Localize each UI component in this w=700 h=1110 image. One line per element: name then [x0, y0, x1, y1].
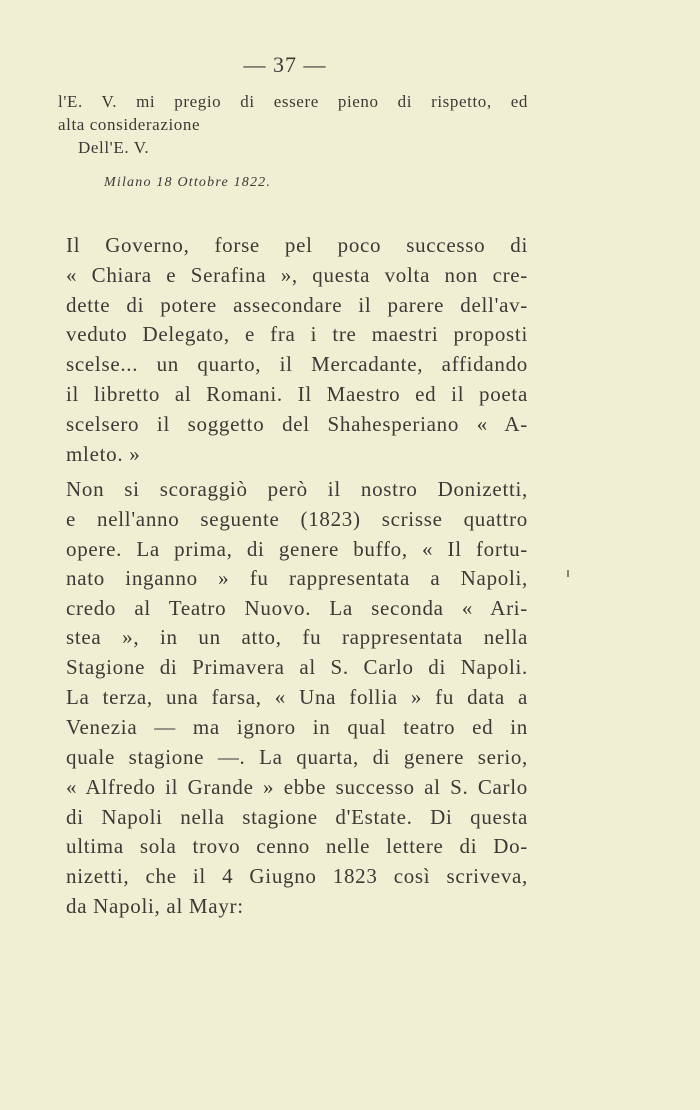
text-line: Stagione di Primavera al S. Carlo di Napoli.: [66, 655, 528, 679]
text-line: di Napoli nella stagione d'Estate. Di questa: [66, 805, 528, 829]
text-line: mleto. »: [66, 442, 141, 466]
text-line: Venezia — ma ignoro in qual teatro ed in: [66, 715, 528, 739]
letter-line: alta considerazione: [58, 115, 201, 134]
text-line: opere. La prima, di genere buffo, « Il fortu-: [66, 537, 528, 561]
text-line: dette di potere assecondare il parere dell'av-: [66, 293, 528, 317]
text-line: credo al Teatro Nuovo. La seconda « Ari-: [66, 596, 528, 620]
text-line: « Alfredo il Grande » ebbe successo al S. Carlo: [66, 775, 528, 799]
text-line: « Chiara e Serafina », questa volta non cre-: [66, 263, 528, 287]
text-line: e nell'anno seguente (1823) scrisse quattro: [66, 507, 528, 531]
text-line: veduto Delegato, e fra i tre maestri proposti: [66, 322, 528, 346]
text-line: La terza, una farsa, « Una follia » fu data a: [66, 685, 528, 709]
text-line: scelse... un quarto, il Mercadante, affidando: [66, 352, 528, 376]
text-line: da Napoli, al Mayr:: [66, 894, 244, 918]
letter-line: l'E. V. mi pregio di essere pieno di rispetto, ed: [58, 92, 528, 111]
text-line: Il Governo, forse pel poco successo di: [66, 233, 528, 257]
page-number: — 37 —: [243, 52, 327, 77]
letter-date: Milano 18 Ottobre 1822.: [104, 175, 272, 190]
text-line: ultima sola trovo cenno nelle lettere di Do-: [66, 834, 528, 858]
text-line: stea », in un atto, fu rappresentata nella: [66, 625, 528, 649]
text-line: nizetti, che il 4 Giugno 1823 così scriveva,: [66, 864, 528, 888]
text-line: Non si scoraggiò però il nostro Donizetti,: [66, 477, 528, 501]
text-line: nato inganno » fu rappresentata a Napoli,: [66, 566, 528, 590]
text-line: il libretto al Romani. Il Maestro ed il poeta: [66, 382, 528, 406]
margin-mark: [567, 570, 569, 577]
text-line: scelsero il soggetto del Shahesperiano « A-: [66, 412, 528, 436]
letter-signature: Dell'E. V.: [78, 138, 150, 157]
text-line: quale stagione —. La quarta, di genere serio,: [66, 745, 528, 769]
